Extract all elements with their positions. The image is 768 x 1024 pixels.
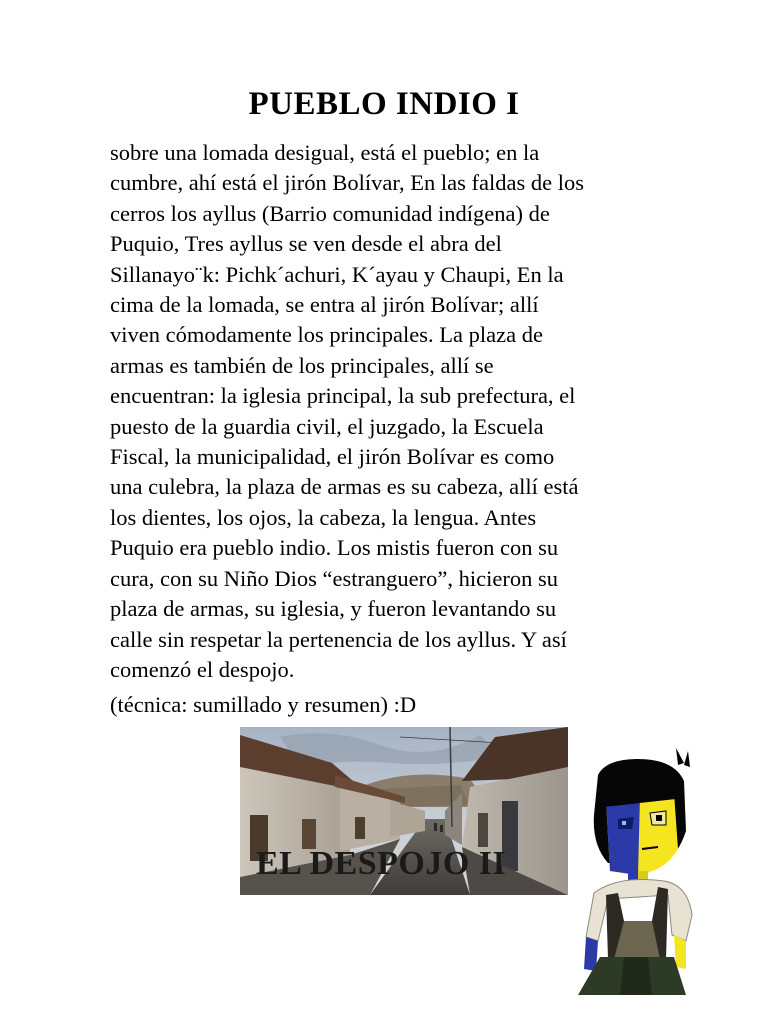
- paragraph-line: puesto de la guardia civil, el juzgado, la Escuela: [110, 413, 544, 439]
- paragraph-line: comenzó el despojo.: [110, 656, 295, 682]
- paragraph-line: sobre una lomada desigual, está el pueblo; en la: [110, 140, 540, 165]
- cartoon-girl-image: [568, 745, 698, 995]
- paragraph-line: cura, con su Niño Dios “estranguero”, hicieron su: [110, 565, 558, 591]
- paragraph-line: una culebra, la plaza de armas es su cabeza, allí está: [110, 474, 579, 500]
- body-paragraph: [110, 138, 670, 685]
- paragraph-line: armas es también de los principales, allí se: [110, 352, 494, 378]
- paragraph-line: cerros los ayllus (Barrio comunidad indígena) de: [110, 200, 550, 226]
- photo-caption: EL DESPOJO II: [256, 845, 507, 882]
- street-photo: [240, 727, 568, 895]
- cartoon-girl-illustration: [568, 745, 698, 995]
- page-title: PUEBLO INDIO I: [248, 86, 520, 122]
- paragraph-line: cumbre, ahí está el jirón Bolívar, En las faldas de los: [110, 170, 584, 196]
- paragraph-line: Puquio era pueblo indio. Los mistis fueron con su: [110, 535, 559, 561]
- paragraph-line: encuentran: la iglesia principal, la sub prefectura, el: [110, 383, 576, 409]
- paragraph-line: Sillanayo¨k: Pichk´achuri, K´ayau y Chaupi, En la: [110, 261, 564, 287]
- paragraph-line: plaza de armas, su iglesia, y fueron levantando su: [110, 596, 557, 622]
- paragraph-line: Fiscal, la municipalidad, el jirón Bolívar es como: [110, 444, 555, 470]
- paragraph-line: los dientes, los ojos, la cabeza, la lengua. Antes: [110, 504, 537, 530]
- paragraph-line: calle sin respetar la pertenencia de los ayllus. Y así: [110, 626, 567, 652]
- paragraph-line: cima de la lomada, se entra al jirón Bolívar; allí: [110, 292, 539, 318]
- technique-note: (técnica: sumillado y resumen) :D: [110, 692, 417, 717]
- paragraph-line: viven cómodamente los principales. La plaza de: [110, 322, 543, 348]
- paragraph-line: Puquio, Tres ayllus se ven desde el abra del: [110, 231, 502, 257]
